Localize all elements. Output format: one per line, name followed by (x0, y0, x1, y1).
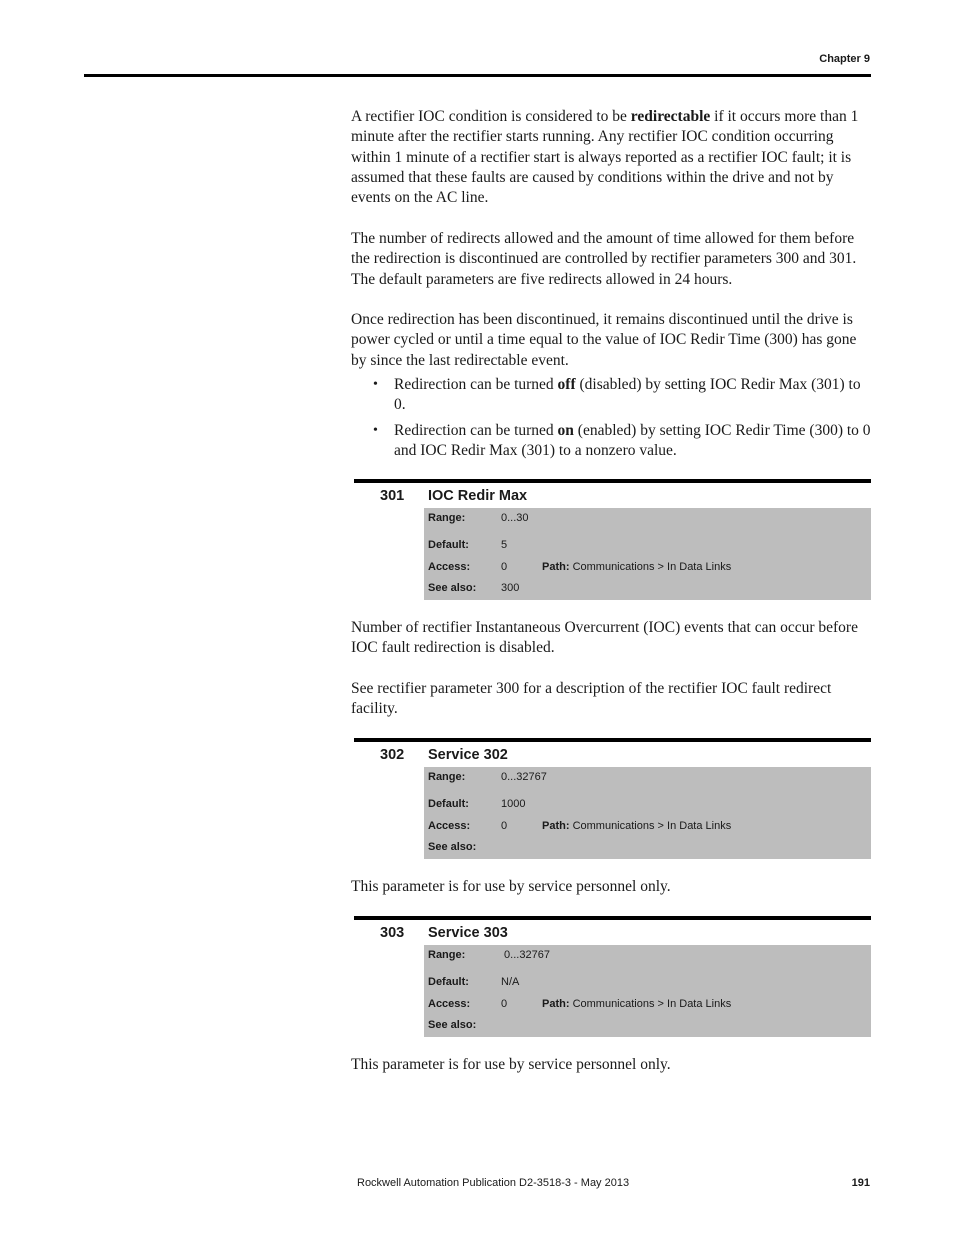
intro-paragraph-3: Once redirection has been discontinued, it remains discontinued until the drive is power cycled or until a time equal to the value of IOC Redir Time (300) has gone by since the last redirectable event. (351, 311, 857, 369)
bullet-2-post: (enabled) by setting IOC Redir Time (300) to 0 and IOC Redir Max (301) to a nonzero value. (394, 421, 871, 459)
see-also-label: See also: (428, 582, 477, 594)
bullet-list (351, 375, 871, 466)
intro-p1-bold: redirectable (630, 108, 711, 125)
default-value: 1000 (501, 798, 526, 810)
path-value: Communications > In Data Links (572, 561, 732, 573)
path-label: Path: (542, 820, 570, 832)
access-label: Access: (428, 998, 471, 1010)
path-info (542, 559, 731, 575)
chapter-label: Chapter 9 (819, 53, 870, 65)
param-details-box (424, 945, 871, 1037)
see-also-label: See also: (428, 841, 477, 853)
param-302 (354, 738, 871, 859)
intro-paragraph-2: The number of redirects allowed and the amount of time allowed for them before the redirection is discontinued are controlled by rectifier parameters 300 and 301. The default parameters are five redirects allowed in 24 hours. (351, 230, 857, 288)
see-also-label: See also: (428, 1019, 477, 1031)
default-label: Default: (428, 539, 469, 551)
path-info (542, 818, 731, 834)
access-label: Access: (428, 820, 471, 832)
bullet-1-bold: off (557, 376, 576, 393)
range-label: Range: (428, 512, 466, 524)
path-value: Communications > In Data Links (572, 998, 732, 1010)
default-label: Default: (428, 798, 469, 810)
range-value: 0...32767 (501, 771, 547, 783)
param-heading (354, 742, 871, 767)
intro-p1-post: if it occurs more than 1 minute after the rectifier starts running. Any rectifier IOC condition occurring within 1 minute of a rectifier start is always reported as a rectifier IOC fault; it is assumed that these faults are caused by conditions within the drive and not by events on the AC line. (351, 108, 859, 207)
access-value: 0 (501, 561, 508, 573)
intro-paragraph-1 (351, 107, 871, 208)
param-301-note: See rectifier parameter 300 for a description of the rectifier IOC fault redirect facility. (351, 680, 832, 718)
path-info (542, 996, 731, 1012)
param-number: 303 (380, 925, 405, 941)
path-label: Path: (542, 561, 570, 573)
bullet-1-pre: Redirection can be turned (394, 376, 558, 393)
param-number: 302 (380, 747, 405, 763)
param-302-description: This parameter is for use by service personnel only. (351, 878, 671, 895)
param-301 (354, 479, 871, 600)
bullet-item (351, 421, 871, 462)
header-rule (84, 74, 871, 77)
intro-p1-pre: A rectifier IOC condition is considered to be (351, 108, 631, 125)
default-value: 5 (501, 539, 508, 551)
param-303 (354, 916, 871, 1037)
access-value: 0 (501, 820, 508, 832)
bullet-1-post: (disabled) by setting IOC Redir Max (301) to 0. (394, 376, 861, 414)
param-303-description: This parameter is for use by service personnel only. (351, 1056, 671, 1073)
param-number: 301 (380, 488, 405, 504)
param-heading (354, 920, 871, 945)
default-label: Default: (428, 976, 469, 988)
bullet-item (351, 375, 871, 416)
footer-publication: Rockwell Automation Publication D2-3518-3 - May 2013 (357, 1177, 630, 1189)
bullet-2-bold: on (557, 421, 574, 439)
range-value: 0...32767 (501, 949, 550, 961)
param-name: IOC Redir Max (428, 488, 528, 504)
see-also-value: 300 (501, 582, 520, 594)
path-label: Path: (542, 998, 570, 1010)
bullet-2-pre: Redirection can be turned (394, 421, 558, 439)
access-label: Access: (428, 561, 471, 573)
param-name: Service 303 (428, 925, 508, 941)
param-details-box (424, 767, 871, 859)
bullet-dot-icon: • (373, 422, 378, 438)
default-value: N/A (501, 976, 520, 988)
range-label: Range: (428, 771, 466, 783)
path-value: Communications > In Data Links (572, 820, 732, 832)
range-value: 0...30 (501, 512, 529, 524)
range-label: Range: (428, 949, 466, 961)
param-301-description: Number of rectifier Instantaneous Overcurrent (IOC) events that can occur before IOC fault redirection is disabled. (351, 619, 858, 657)
param-name: Service 302 (428, 747, 508, 763)
param-heading (354, 483, 871, 508)
footer-page-number: 191 (851, 1177, 870, 1189)
param-details-box (424, 508, 871, 600)
access-value: 0 (501, 998, 508, 1010)
bullet-dot-icon: • (373, 377, 378, 392)
